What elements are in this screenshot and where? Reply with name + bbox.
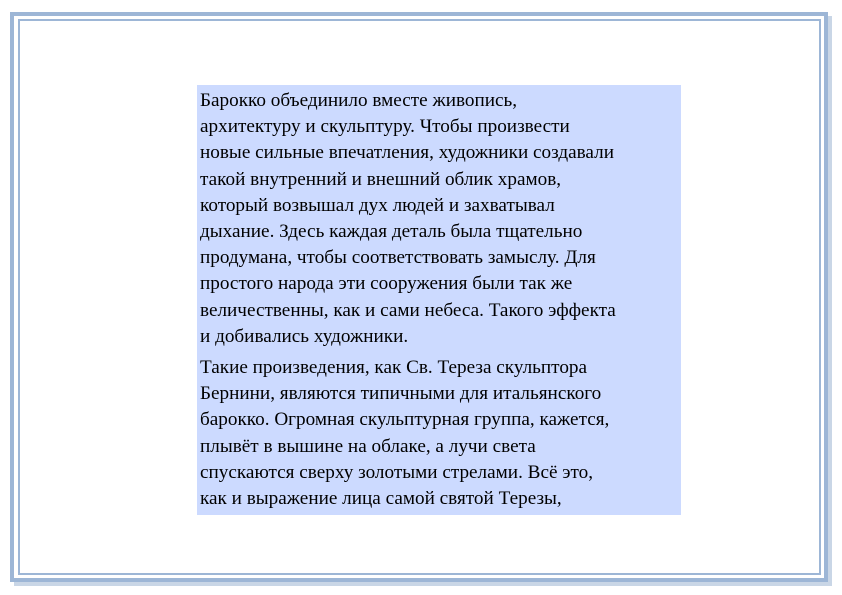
text-box bbox=[197, 85, 681, 515]
paragraph-saint-teresa: Такие произведения, как Св. Тереза скульптора Бернини, являются типичными для итальянского барокко. Огромная скульптурная группа, кажется, плывёт в вышине на облаке, а лучи света спускаются сверху золотыми стрелами. Всё это, как и выражение лица самой святой Терезы, bbox=[200, 357, 610, 510]
frame-shadow bbox=[14, 582, 832, 586]
frame-shadow bbox=[828, 16, 832, 586]
paragraph-baroque-intro: Барокко объединило вместе живопись, архитектуру и скульптуру. Чтобы произвести новые сильные впечатления, художники создавали такой внутренний и внешний облик храмов, который возвышал дух людей и захватывал дыхание. Здесь каждая деталь была тщательно продумана, чтобы соответствовать замыслу. Для простого народа эти сооружения были так же величественны, как и сами небеса. Такого эффекта и добивались художники. bbox=[200, 90, 616, 347]
